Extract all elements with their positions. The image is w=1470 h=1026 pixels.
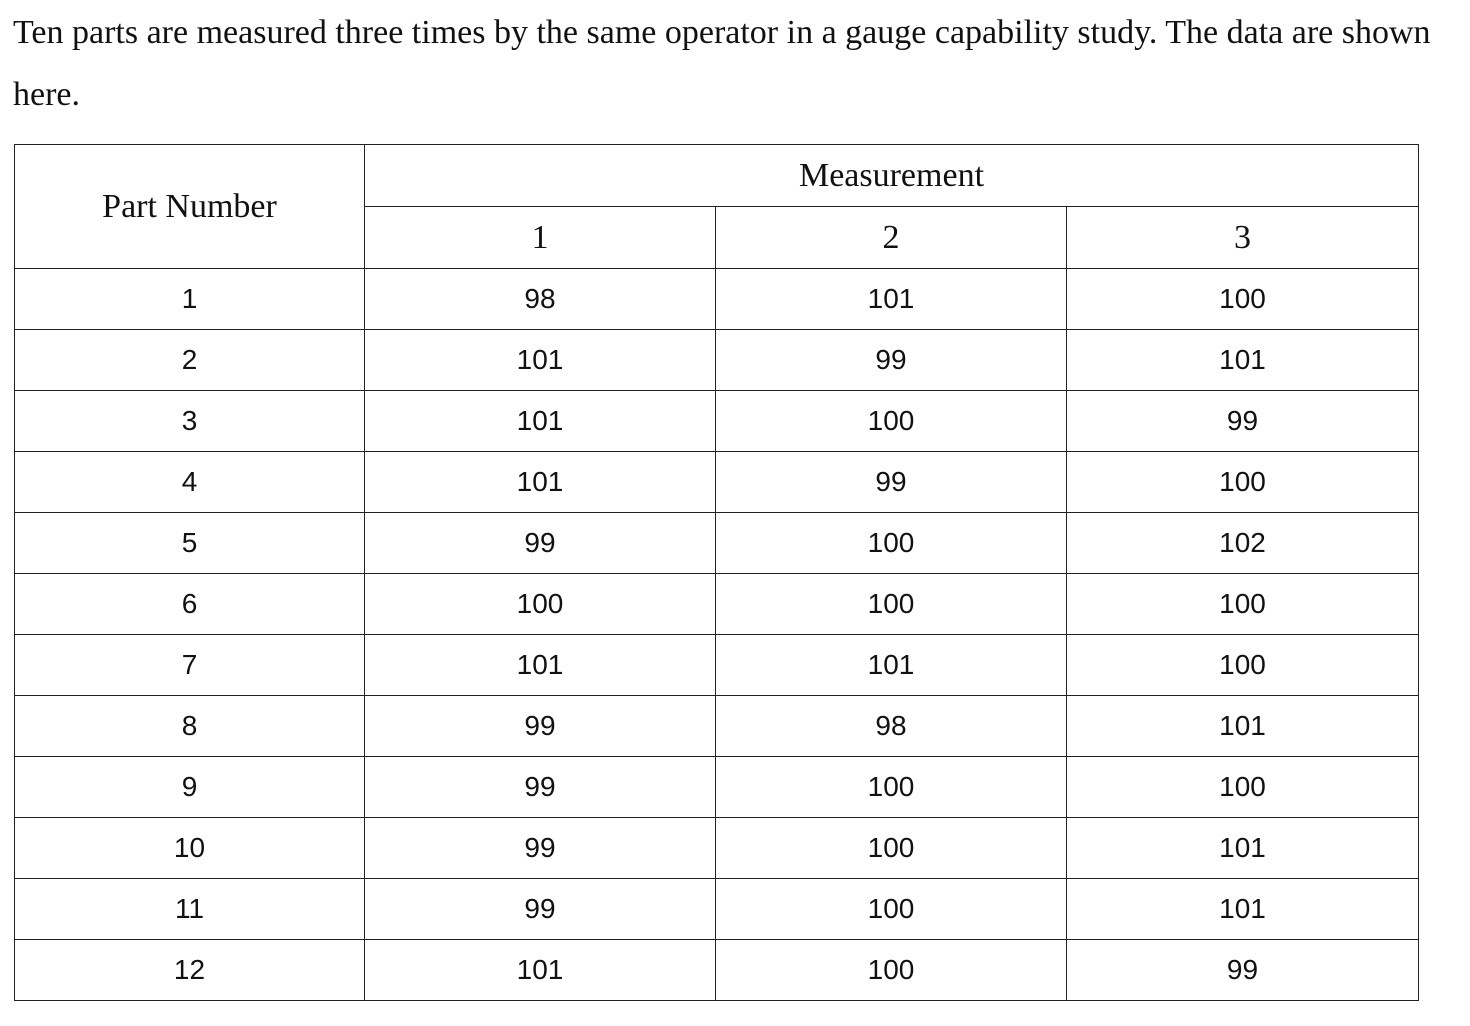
gauge-data-table [14, 144, 1419, 1001]
part-number-cell: 5 [15, 513, 365, 574]
measurement-cell: 101 [716, 635, 1067, 696]
measurement-cell: 100 [1067, 635, 1419, 696]
measurement-cell: 99 [365, 513, 716, 574]
measurement-column-header: 1 [365, 207, 716, 269]
measurement-cell: 100 [716, 940, 1067, 1001]
measurement-column-header: 2 [716, 207, 1067, 269]
measurement-cell: 101 [1067, 879, 1419, 940]
table-row [15, 513, 1419, 574]
part-number-cell: 12 [15, 940, 365, 1001]
measurement-cell: 99 [716, 452, 1067, 513]
measurement-cell: 100 [365, 574, 716, 635]
measurement-cell: 98 [365, 269, 716, 330]
table-row [15, 269, 1419, 330]
measurement-cell: 101 [365, 330, 716, 391]
measurement-cell: 101 [1067, 818, 1419, 879]
measurement-cell: 100 [1067, 574, 1419, 635]
measurement-cell: 101 [365, 940, 716, 1001]
measurement-cell: 101 [365, 391, 716, 452]
measurement-cell: 100 [716, 574, 1067, 635]
measurement-cell: 101 [1067, 330, 1419, 391]
part-number-cell: 8 [15, 696, 365, 757]
part-number-cell: 3 [15, 391, 365, 452]
table-row [15, 879, 1419, 940]
measurement-header: Measurement [365, 145, 1419, 207]
measurement-cell: 99 [365, 879, 716, 940]
measurement-cell: 101 [716, 269, 1067, 330]
measurement-column-header: 3 [1067, 207, 1419, 269]
measurement-cell: 100 [716, 818, 1067, 879]
table-row [15, 757, 1419, 818]
measurement-cell: 100 [716, 879, 1067, 940]
measurement-cell: 99 [716, 330, 1067, 391]
measurement-cell: 100 [716, 757, 1067, 818]
table-row [15, 940, 1419, 1001]
measurement-cell: 99 [365, 757, 716, 818]
part-number-cell: 10 [15, 818, 365, 879]
table-row [15, 635, 1419, 696]
measurement-cell: 99 [365, 696, 716, 757]
table-row [15, 574, 1419, 635]
table-row [15, 452, 1419, 513]
part-number-cell: 7 [15, 635, 365, 696]
measurement-cell: 99 [365, 818, 716, 879]
table-row [15, 330, 1419, 391]
measurement-cell: 98 [716, 696, 1067, 757]
measurement-cell: 101 [365, 635, 716, 696]
part-number-cell: 4 [15, 452, 365, 513]
measurement-cell: 99 [1067, 391, 1419, 452]
measurement-cell: 100 [716, 391, 1067, 452]
measurement-cell: 102 [1067, 513, 1419, 574]
cropped-text-line [14, 1018, 694, 1026]
part-number-cell: 11 [15, 879, 365, 940]
measurement-cell: 101 [1067, 696, 1419, 757]
measurement-cell: 99 [1067, 940, 1419, 1001]
part-number-cell: 9 [15, 757, 365, 818]
measurement-cell: 100 [1067, 269, 1419, 330]
part-number-cell: 2 [15, 330, 365, 391]
measurement-cell: 100 [716, 513, 1067, 574]
table-row [15, 391, 1419, 452]
part-number-cell: 6 [15, 574, 365, 635]
table-row [15, 818, 1419, 879]
part-number-cell: 1 [15, 269, 365, 330]
measurement-cell: 100 [1067, 757, 1419, 818]
problem-statement: Ten parts are measured three times by the same operator in a gauge capability study. The data are shown here. [13, 14, 1431, 113]
part-number-header: Part Number [15, 145, 365, 269]
measurement-cell: 101 [365, 452, 716, 513]
table-row [15, 696, 1419, 757]
measurement-cell: 100 [1067, 452, 1419, 513]
